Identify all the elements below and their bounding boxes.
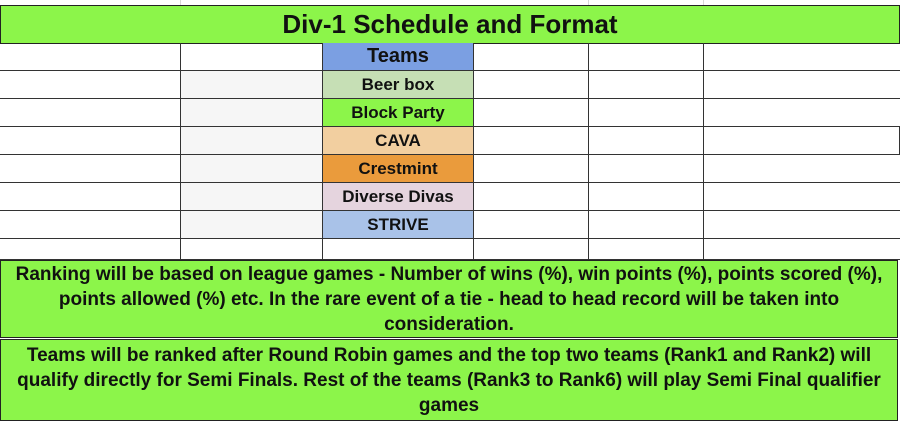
cell[interactable]	[589, 155, 704, 182]
cell[interactable]	[704, 127, 900, 154]
cell[interactable]	[181, 183, 323, 210]
cell[interactable]	[0, 155, 181, 182]
cell[interactable]	[589, 183, 704, 210]
grid-row	[0, 155, 900, 183]
cell[interactable]	[0, 183, 181, 210]
cell[interactable]	[704, 155, 900, 182]
team-cell-diverse-divas[interactable]: Diverse Divas	[323, 183, 474, 210]
cell[interactable]	[589, 211, 704, 238]
cell[interactable]	[474, 211, 589, 238]
cell[interactable]	[181, 127, 323, 154]
grid-row	[0, 127, 900, 155]
schedule-title[interactable]: Div-1 Schedule and Format	[0, 5, 900, 44]
team-cell-strive[interactable]: STRIVE	[323, 211, 474, 238]
cell[interactable]	[181, 155, 323, 182]
team-cell-crestmint[interactable]: Crestmint	[323, 155, 474, 182]
cell[interactable]	[181, 71, 323, 98]
cell[interactable]	[474, 43, 589, 70]
cell[interactable]	[0, 43, 181, 70]
grid-row	[0, 183, 900, 211]
cell[interactable]	[0, 99, 181, 126]
team-cell-block-party[interactable]: Block Party	[323, 99, 474, 126]
grid-row	[0, 71, 900, 99]
cell[interactable]	[589, 127, 704, 154]
cell[interactable]	[474, 239, 589, 259]
cell[interactable]	[181, 239, 323, 259]
cell[interactable]	[0, 71, 181, 98]
cell[interactable]	[704, 99, 900, 126]
cell[interactable]	[704, 43, 900, 70]
team-cell-cava[interactable]: CAVA	[323, 127, 474, 154]
cell[interactable]	[0, 127, 181, 154]
cell[interactable]	[474, 183, 589, 210]
cell[interactable]	[704, 71, 900, 98]
teams-header-cell[interactable]: Teams	[323, 43, 474, 70]
cell[interactable]	[0, 239, 181, 259]
grid-row	[0, 43, 900, 71]
grid-row	[0, 239, 900, 260]
cell[interactable]	[589, 43, 704, 70]
cell[interactable]	[181, 211, 323, 238]
cell[interactable]	[589, 99, 704, 126]
cell[interactable]	[474, 155, 589, 182]
cell[interactable]	[704, 239, 900, 259]
grid-row	[0, 211, 900, 239]
cell[interactable]	[474, 99, 589, 126]
cell[interactable]	[704, 183, 900, 210]
cell[interactable]	[181, 99, 323, 126]
cell[interactable]	[589, 71, 704, 98]
cell[interactable]	[0, 211, 181, 238]
grid-row	[0, 99, 900, 127]
cell[interactable]	[704, 211, 900, 238]
cell[interactable]	[474, 71, 589, 98]
team-cell-beer-box[interactable]: Beer box	[323, 71, 474, 98]
cell[interactable]	[181, 43, 323, 70]
ranking-note[interactable]: Ranking will be based on league games - Number of wins (%), win points (%), points scored (%), points allowed (%) etc. In the rare event of a tie - head to head record will be taken into consideration.	[0, 260, 898, 338]
cell[interactable]	[474, 127, 589, 154]
format-note[interactable]: Teams will be ranked after Round Robin games and the top two teams (Rank1 and Rank2) will qualify directly for Semi Finals. Rest of the teams (Rank3 to Rank6) will play Semi Final qualifier games	[0, 339, 898, 421]
cell[interactable]	[323, 239, 474, 259]
cell[interactable]	[589, 239, 704, 259]
